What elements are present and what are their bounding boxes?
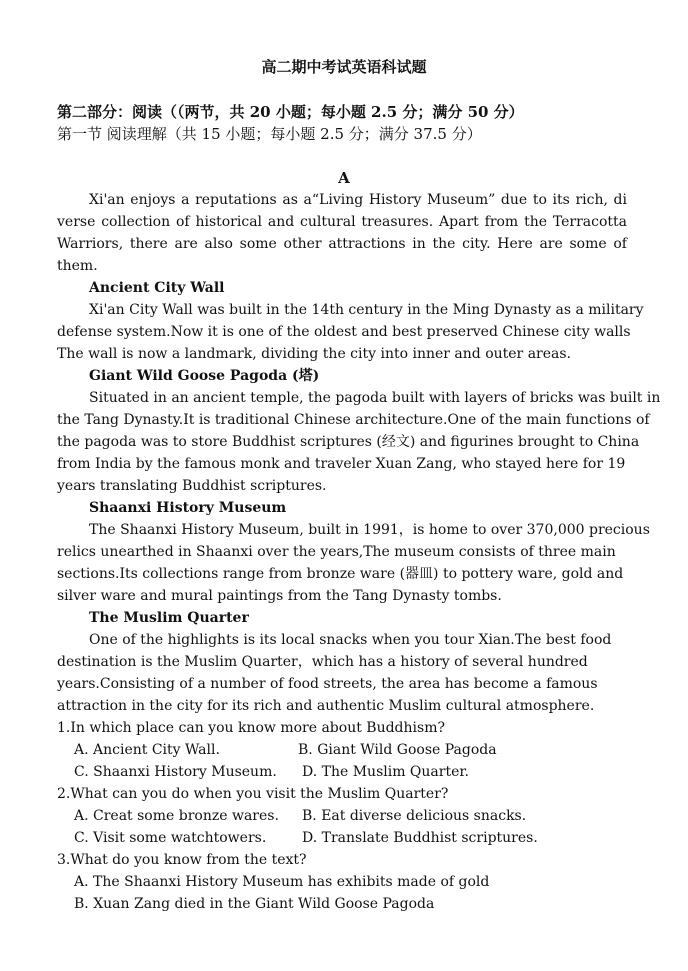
option-a[interactable]: A. Ancient City Wall. [74, 742, 220, 758]
question-stem: 1.In which place can you know more about Buddhism? [57, 720, 445, 736]
paragraph-line: Situated in an ancient temple, the pagoda built with layers of bricks was built in [89, 390, 661, 406]
intro-line: Warriors, there are also some other attractions in the city. Here are some of [57, 236, 627, 252]
option-b[interactable]: B. Eat diverse delicious snacks. [302, 808, 527, 824]
paragraph-line: silver ware and mural paintings from the Tang Dynasty tombs. [57, 588, 502, 604]
option-c[interactable]: C. Shaanxi History Museum. [74, 764, 277, 780]
section-heading-museum: Shaanxi History Museum [89, 500, 287, 516]
paragraph-line: the Tang Dynasty.It is traditional Chinese architecture.One of the main functions of [57, 412, 650, 428]
section-heading-pagoda: Giant Wild Goose Pagoda (塔) [89, 368, 320, 384]
option-d[interactable]: D. The Muslim Quarter. [302, 764, 469, 780]
option-a[interactable]: A. The Shaanxi History Museum has exhibits made of gold [74, 874, 490, 890]
paragraph-line: years translating Buddhist scriptures. [57, 478, 327, 494]
paragraph-line: the pagoda was to store Buddhist scriptures (经文) and figurines brought to China [57, 434, 640, 450]
question-stem: 2.What can you do when you visit the Muslim Quarter? [57, 786, 449, 802]
paragraph-line: sections.Its collections range from bronze ware (器皿) to pottery ware, gold and [57, 566, 624, 582]
paragraph-line: The Shaanxi History Museum, built in 1991，is home to over 370,000 precious [89, 522, 650, 538]
option-d[interactable]: D. Translate Buddhist scriptures. [302, 830, 538, 846]
intro-line: them. [57, 258, 98, 274]
paragraph-line: years.Consisting of a number of food streets, the area has become a famous [57, 676, 598, 692]
paragraph-line: from India by the famous monk and traveler Xuan Zang, who stayed here for 19 [57, 456, 626, 472]
option-b[interactable]: B. Giant Wild Goose Pagoda [298, 742, 497, 758]
paragraph-line: relics unearthed in Shaanxi over the years,The museum consists of three main [57, 544, 616, 560]
intro-line: Xi'an enjoys a reputations as a“Living History Museum” due to its rich, di [89, 192, 627, 208]
paragraph-line: The wall is now a landmark, dividing the city into inner and outer areas. [57, 346, 572, 362]
option-c[interactable]: C. Visit some watchtowers. [74, 830, 267, 846]
paragraph-line: One of the highlights is its local snacks when you tour Xian.The best food [89, 632, 612, 648]
page-title: 高二期中考试英语科试题 [261, 58, 427, 76]
section-heading: 第一节 阅读理解（共 15 小题；每小题 2.5 分；满分 37.5 分） [57, 125, 482, 143]
paragraph-line: defense system.Now it is one of the oldest and best preserved Chinese city walls [57, 324, 631, 340]
intro-line: verse collection of historical and cultural treasures. Apart from the Terracotta [57, 214, 627, 230]
paragraph-line: attraction in the city for its rich and authentic Muslim cultural atmosphere. [57, 698, 595, 714]
option-a[interactable]: A. Creat some bronze wares. [74, 808, 279, 824]
section-heading-city-wall: Ancient City Wall [89, 280, 225, 296]
paragraph-line: destination is the Muslim Quarter，which has a history of several hundred [57, 654, 588, 670]
passage-label: A [338, 169, 350, 187]
paragraph-line: Xi'an City Wall was built in the 14th century in the Ming Dynasty as a military [89, 302, 644, 318]
part-heading: 第二部分：阅读（（两节，共 20 小题；每小题 2.5 分；满分 50 分） [57, 103, 524, 121]
question-stem: 3.What do you know from the text? [57, 852, 307, 868]
section-heading-muslim-quarter: The Muslim Quarter [89, 610, 249, 626]
option-b[interactable]: B. Xuan Zang died in the Giant Wild Goose Pagoda [74, 896, 435, 912]
